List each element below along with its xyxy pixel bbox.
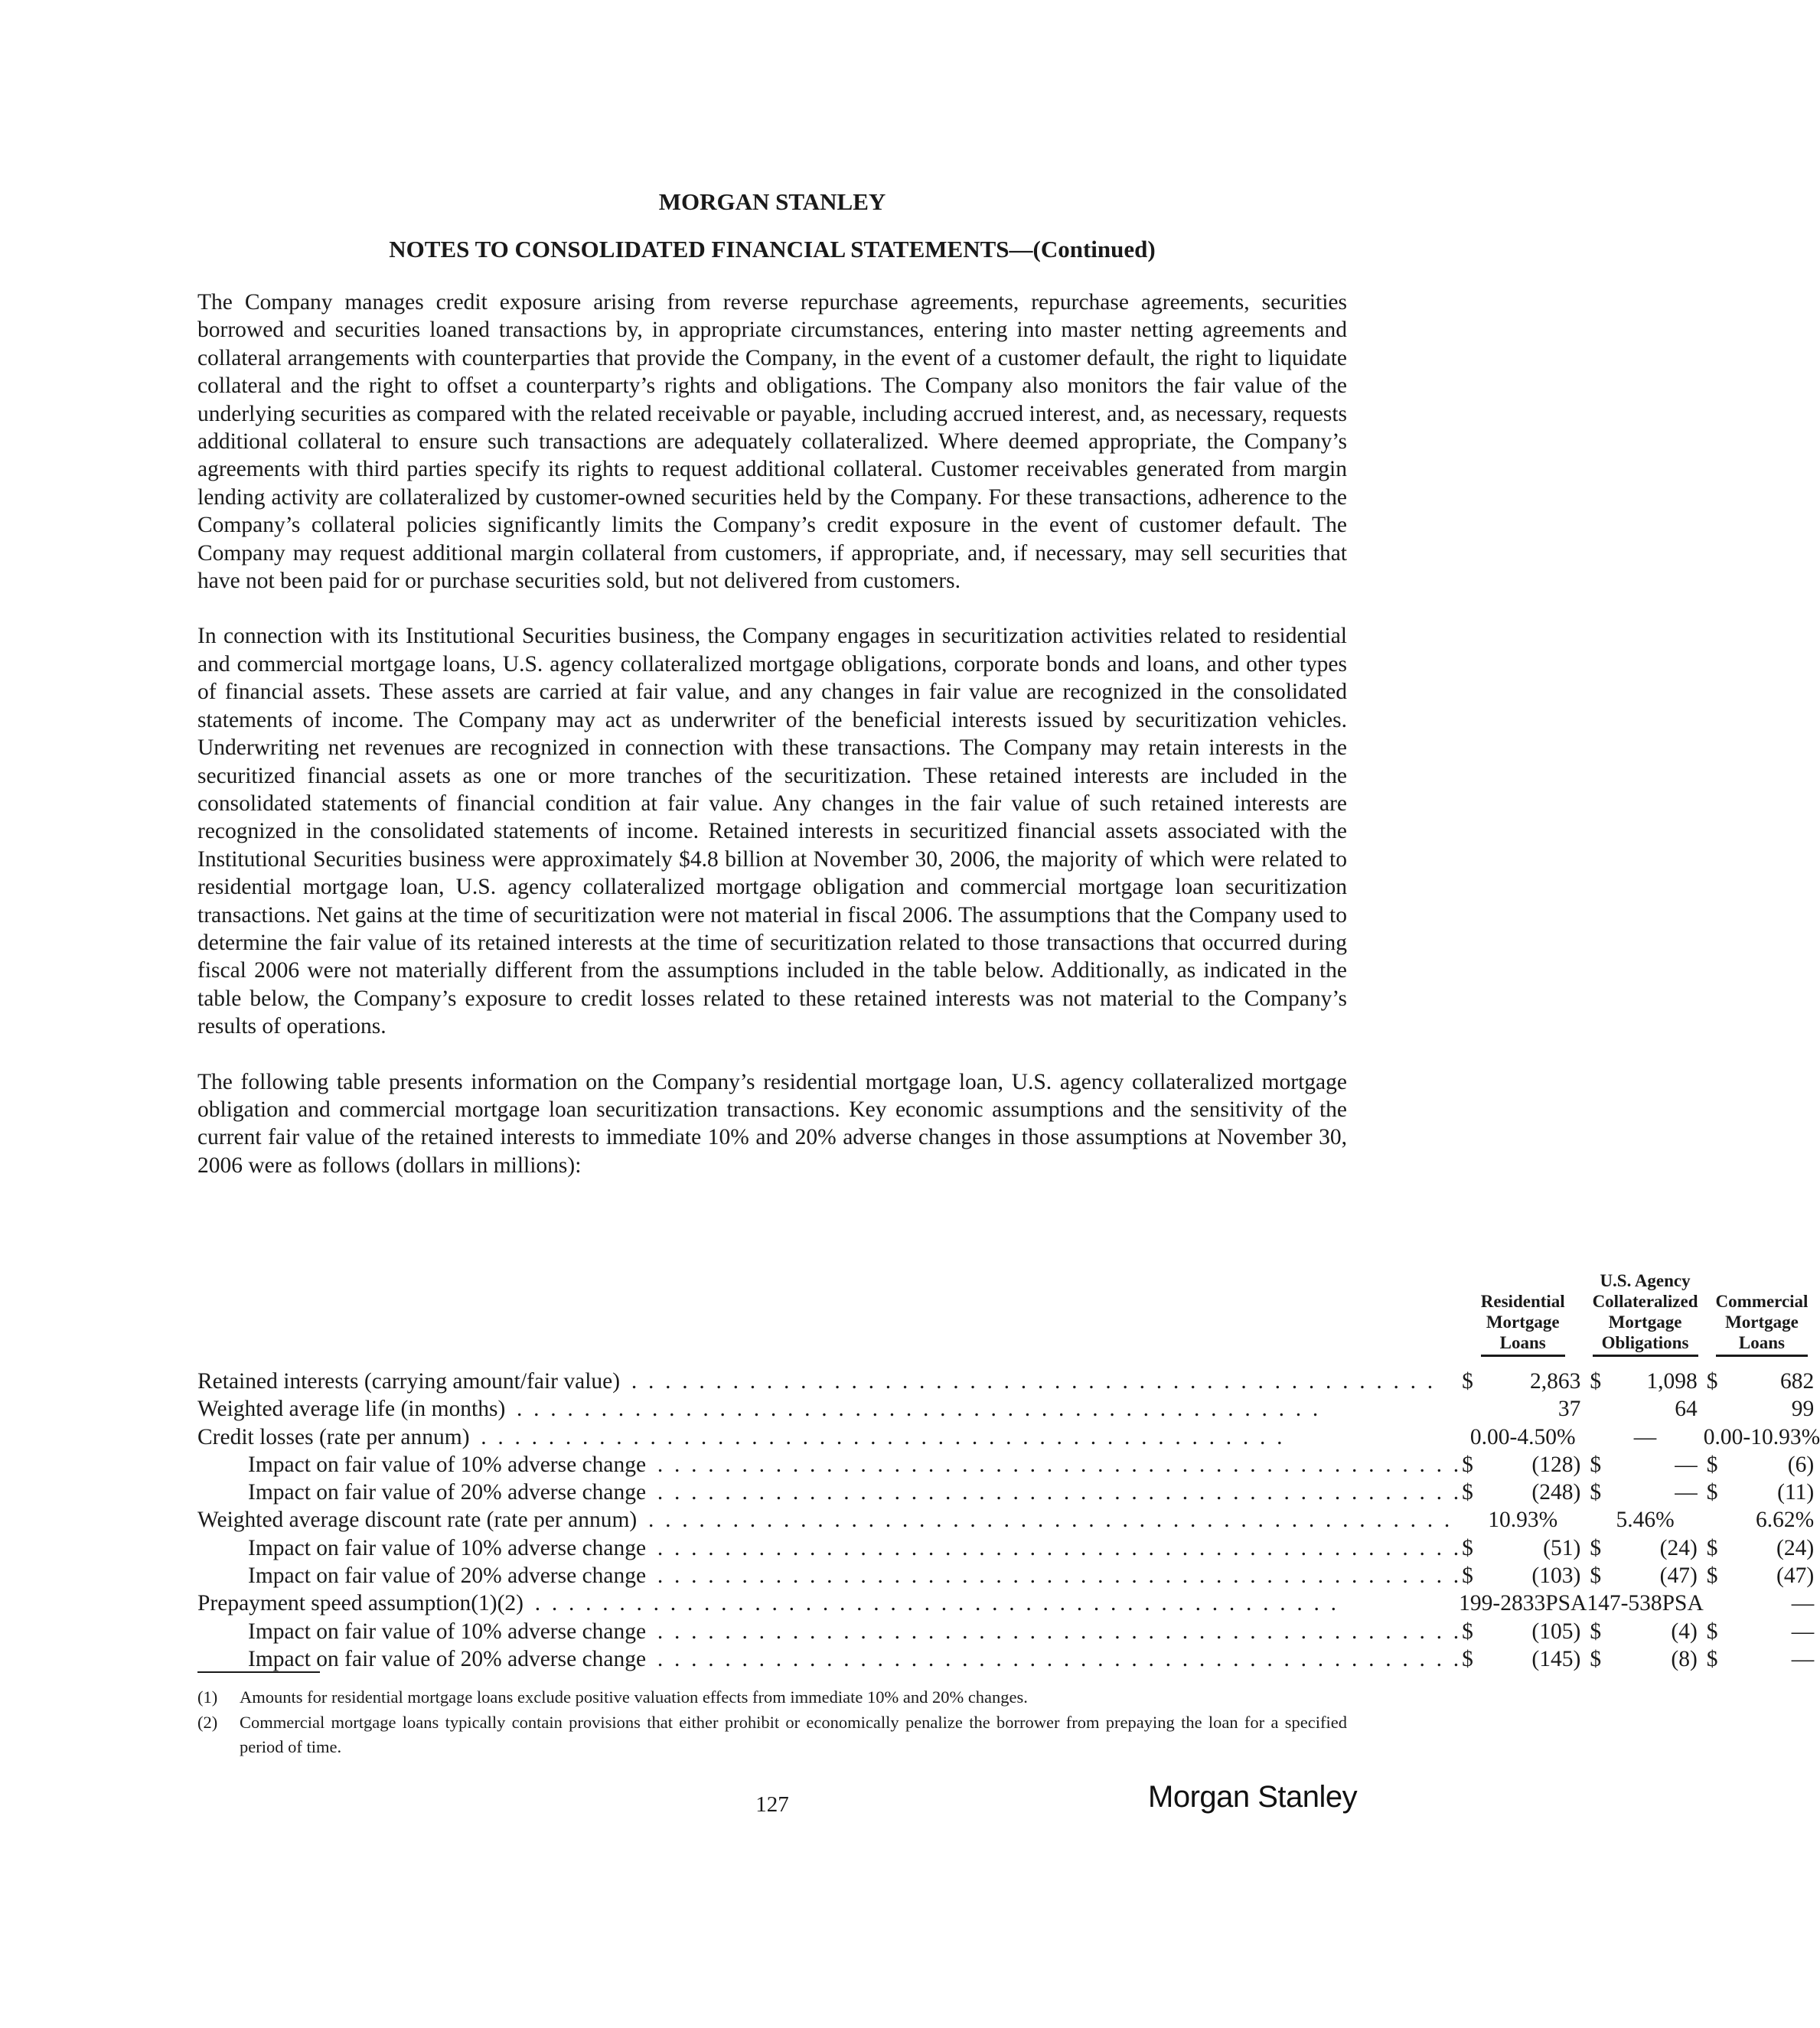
- table-cell: 199-2833PSA: [1459, 1591, 1587, 1616]
- securitization-table: [197, 1270, 1820, 1673]
- table-row: [197, 1589, 1820, 1617]
- table-row: [197, 1534, 1820, 1562]
- column-header-line: Commercial: [1715, 1292, 1809, 1311]
- morgan-stanley-logo: Morgan Stanley: [1148, 1780, 1358, 1814]
- table-cell: —: [1675, 1452, 1698, 1477]
- column-header-line: Mortgage: [1486, 1312, 1560, 1332]
- table-row: [197, 1645, 1820, 1673]
- table-cell: —: [1633, 1424, 1657, 1449]
- table-cell: —: [1791, 1646, 1815, 1671]
- table-cell: (11): [1777, 1480, 1815, 1505]
- table-cell: 147-538PSA: [1587, 1591, 1704, 1616]
- table-cell: (6): [1787, 1452, 1815, 1477]
- footnotes: [197, 1685, 1347, 1760]
- column-header-line: Obligations: [1601, 1333, 1689, 1352]
- table-cell: —: [1791, 1591, 1815, 1616]
- currency-symbol: $: [1590, 1619, 1602, 1644]
- row-label: Impact on fair value of 20% adverse change . .: [197, 1645, 1459, 1673]
- table-cell: (8): [1671, 1646, 1698, 1671]
- column-header-line: Collateralized: [1592, 1292, 1698, 1311]
- currency-symbol: $: [1706, 1619, 1718, 1644]
- currency-symbol: $: [1590, 1480, 1602, 1505]
- currency-symbol: $: [1590, 1646, 1602, 1671]
- currency-symbol: $: [1706, 1535, 1718, 1560]
- main-content: [197, 185, 1347, 1179]
- table-cell: (51): [1543, 1535, 1581, 1560]
- table-row: [197, 1368, 1820, 1395]
- row-label: Prepayment speed assumption(1)(2) . .: [197, 1589, 1459, 1617]
- table-cell: (47): [1659, 1563, 1698, 1589]
- table-cell: 682: [1779, 1369, 1815, 1394]
- table-cell: 2,863: [1529, 1369, 1581, 1394]
- currency-symbol: $: [1462, 1452, 1473, 1477]
- table-row: [197, 1479, 1820, 1506]
- table-cell: (103): [1531, 1563, 1581, 1589]
- table-cell: 99: [1791, 1397, 1815, 1422]
- table-cell: (24): [1776, 1535, 1815, 1560]
- page-subtitle: NOTES TO CONSOLIDATED FINANCIAL STATEMENTS—(Continued): [389, 236, 1156, 262]
- table-cell: 5.46%: [1616, 1508, 1675, 1533]
- column-header: [1704, 1270, 1820, 1357]
- currency-symbol: $: [1462, 1535, 1473, 1560]
- table-cell: —: [1675, 1480, 1698, 1505]
- currency-symbol: $: [1462, 1369, 1473, 1394]
- column-header: [1459, 1270, 1587, 1357]
- row-label: Weighted average discount rate (rate per annum) . .: [197, 1506, 1459, 1534]
- currency-symbol: [1587, 1395, 1609, 1423]
- table-cell: 10.93%: [1488, 1508, 1558, 1533]
- table-cell: 0.00-4.50%: [1469, 1424, 1576, 1449]
- row-label: Weighted average life (in months) . .: [197, 1395, 1459, 1423]
- currency-symbol: [1704, 1589, 1723, 1617]
- table-row: [197, 1618, 1820, 1645]
- table-cell: (105): [1531, 1619, 1581, 1644]
- footnote-1: (1) Amounts for residential mortgage loans exclude positive valuation effects from immediate 10% and 20% changes.: [197, 1687, 1028, 1707]
- currency-symbol: $: [1462, 1619, 1473, 1644]
- table-cell: —: [1791, 1619, 1815, 1644]
- row-label: Credit losses (rate per annum) . .: [197, 1423, 1459, 1451]
- table-cell: 6.62%: [1755, 1508, 1815, 1533]
- currency-symbol: $: [1706, 1646, 1718, 1671]
- footnote-2: (2) Commercial mortgage loans typically contain provisions that either prohibit or economically penalize the borrower from prepaying the loan for a specified period of time.: [197, 1713, 1347, 1756]
- row-label: Impact on fair value of 20% adverse change . .: [197, 1479, 1459, 1506]
- currency-symbol: $: [1590, 1535, 1602, 1560]
- column-header-line: Loans: [1738, 1333, 1786, 1352]
- table-row: [197, 1423, 1820, 1451]
- table-cell: (24): [1659, 1535, 1698, 1560]
- table-cell: 37: [1557, 1397, 1581, 1422]
- column-header-line: Mortgage: [1608, 1312, 1682, 1332]
- column-header: [1587, 1270, 1703, 1357]
- row-label: Impact on fair value of 10% adverse change . .: [197, 1534, 1459, 1562]
- table-cell: (4): [1671, 1619, 1698, 1644]
- row-label: Retained interests (carrying amount/fair value) . .: [197, 1368, 1459, 1395]
- currency-symbol: $: [1706, 1452, 1718, 1477]
- paragraph-table-intro: The following table presents information on the Company’s residential mortgage loan, U.S. agency collateralized mortgage obligation and commercial mortgage loan securitization transactions. Key economic assumptions and the sensitivity of the current fair value of the retained interests to immediate 10% and 20% adverse changes in those assumptions at November 30, 2006 were as follows (dollars in millions):: [197, 1069, 1347, 1178]
- table-cell: 0.00-10.93%: [1703, 1424, 1820, 1449]
- table-cell: 64: [1675, 1397, 1698, 1422]
- table-cell: (128): [1531, 1452, 1581, 1477]
- currency-symbol: $: [1590, 1563, 1602, 1589]
- table-row: [197, 1395, 1820, 1423]
- currency-symbol: [1704, 1506, 1723, 1534]
- table-header-row: [197, 1270, 1820, 1357]
- column-header-line: Loans: [1499, 1333, 1546, 1352]
- currency-symbol: $: [1706, 1480, 1718, 1505]
- row-label: Impact on fair value of 10% adverse change . .: [197, 1618, 1459, 1645]
- currency-symbol: $: [1706, 1369, 1718, 1394]
- paragraph-credit-exposure: The Company manages credit exposure arising from reverse repurchase agreements, repurchase agreements, securities borrowed and securities loaned transactions by, in appropriate circumstances, entering into master netting agreements and collateral arrangements with counterparties that provide the Company, in the event of a customer default, the right to liquidate collateral and the right to offset a counterparty’s rights and obligations. The Company also monitors the fair value of the underlying securities as compared with the related receivable or payable, including accrued interest, and, as necessary, requests additional collateral to ensure such transactions are adequately collateralized. Where deemed appropriate, the Company’s agreements with third parties specify its rights to request additional collateral. Customer receivables generated from margin lending activity are collateralized by customer-owned securities held by the Company. For these transactions, adherence to the Company’s collateral policies significantly limits the Company’s credit exposure in the event of customer default. The Company may request additional margin collateral from customers, if appropriate, and, if necessary, may sell securities that have not been paid for or purchase securities sold, but not delivered from customers.: [197, 290, 1347, 594]
- footnote-divider: [197, 1671, 320, 1673]
- row-label: Impact on fair value of 20% adverse change . .: [197, 1562, 1459, 1589]
- currency-symbol: [1459, 1395, 1483, 1423]
- table-cell: (248): [1531, 1480, 1581, 1505]
- table-cell: 1,098: [1646, 1369, 1698, 1394]
- currency-symbol: $: [1462, 1563, 1473, 1589]
- table-row: [197, 1451, 1820, 1479]
- column-header-line: Residential: [1480, 1292, 1565, 1311]
- table-cell: (47): [1776, 1563, 1815, 1589]
- paragraph-securitization: In connection with its Institutional Securities business, the Company engages in securitization activities related to residential and commercial mortgage loans, U.S. agency collateralized mortgage obligations, corporate bonds and loans, and other types of financial assets. These assets are carried at fair value, and any changes in fair value are recognized in the consolidated statements of income. The Company may act as underwriter of the beneficial interests issued by securitization vehicles. Underwriting net revenues are recognized in connection with these transactions. The Company may retain interests in the securitized financial assets as one or more tranches of the securitization. These retained interests are included in the consolidated statements of financial condition at fair value. Any changes in the fair value of such retained interests are recognized in the consolidated statements of income. Retained interests in securitized financial assets associated with the Institutional Securities business were approximately $4.8 billion at November 30, 2006, the majority of which were related to residential mortgage loan, U.S. agency collateralized mortgage obligation and commercial mortgage loan securitization transactions. Net gains at the time of securitization were not material in fiscal 2006. The assumptions that the Company used to determine the fair value of its retained interests at the time of securitization related to those transactions that occurred during fiscal 2006 were not materially different from the assumptions included in the table below. Additionally, as indicated in the table below, the Company’s exposure to credit losses related to these retained interests was not material to the Company’s results of operations.: [197, 624, 1347, 1039]
- row-label: Impact on fair value of 10% adverse change . .: [197, 1451, 1459, 1479]
- page-number: 127: [755, 1792, 789, 1817]
- table-row: [197, 1506, 1820, 1534]
- currency-symbol: [1704, 1395, 1723, 1423]
- currency-symbol: $: [1590, 1369, 1602, 1394]
- table-row: [197, 1562, 1820, 1589]
- company-name: MORGAN STANLEY: [658, 188, 886, 215]
- currency-symbol: $: [1462, 1646, 1473, 1671]
- currency-symbol: $: [1706, 1563, 1718, 1589]
- currency-symbol: $: [1462, 1480, 1473, 1505]
- column-header-line: U.S. Agency: [1600, 1271, 1691, 1290]
- currency-symbol: $: [1590, 1452, 1602, 1477]
- column-header-line: Mortgage: [1725, 1312, 1799, 1332]
- table-cell: (145): [1531, 1646, 1581, 1671]
